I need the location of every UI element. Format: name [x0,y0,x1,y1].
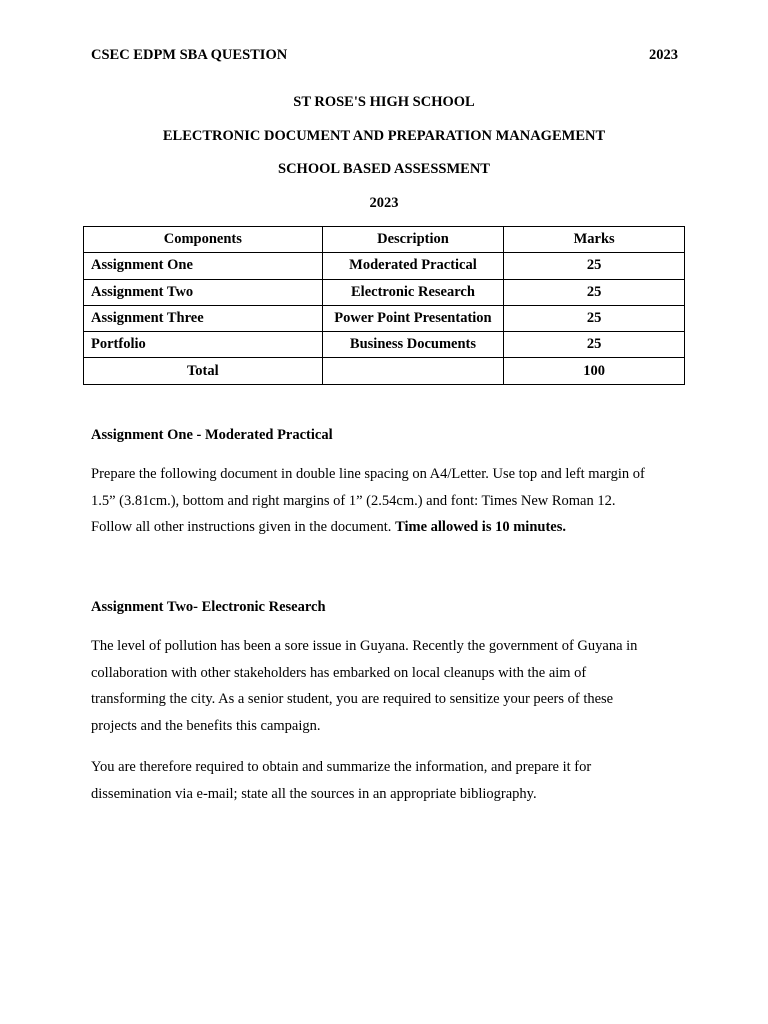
assessment-title: SCHOOL BASED ASSESSMENT [278,161,490,177]
marks-cell: 25 [504,305,685,331]
paragraph-line: The level of pollution has been a sore issue in Guyana. Recently the government of Guyana in [91,638,638,654]
subject-title: ELECTRONIC DOCUMENT AND PREPARATION MANAGEMENT [162,128,606,144]
description-cell: Business Documents [322,332,504,358]
table-row [84,279,685,305]
paragraph-line: Prepare the following document in double line spacing on A4/Letter. Use top and left margin of [91,466,645,482]
assignment-two-heading: Assignment Two- Electronic Research [91,599,326,615]
description-cell: Power Point Presentation [322,305,504,331]
table-header-row [84,227,685,253]
paragraph-line [91,514,691,541]
time-allowed-text: Time allowed is 10 minutes. [395,519,566,535]
assignment-two-paragraph-1 [91,633,691,739]
component-cell: Assignment One [84,253,323,279]
description-cell: Electronic Research [322,279,504,305]
school-name: ST ROSE'S HIGH SCHOOL [293,94,475,110]
table-row [84,253,685,279]
description-cell: Moderated Practical [322,253,504,279]
paragraph-line: transforming the city. As a senior student, you are required to sensitize your peers of these [91,691,614,707]
marks-table [83,226,685,385]
marks-cell: 25 [504,253,685,279]
assessment-year: 2023 [369,195,399,211]
page-header [91,47,678,64]
marks-cell: 25 [504,332,685,358]
table-total-row [84,358,685,384]
paragraph-line: collaboration with other stakeholders has embarked on local cleanups with the aim of [91,664,587,681]
total-marks-cell: 100 [504,358,685,384]
assignment-two-paragraph-2 [91,754,691,807]
component-cell: Portfolio [84,332,323,358]
column-header: Description [322,227,504,253]
total-label-cell: Total [84,358,323,384]
total-description-cell [322,358,504,384]
paragraph-line: dissemination via e-mail; state all the sources in an appropriate bibliography. [91,785,537,802]
paragraph-line: 1.5” (3.81cm.), bottom and right margins of 1” (2.54cm.) and font: Times New Roman 12. [91,492,616,509]
header-title: CSEC EDPM SBA QUESTION [91,47,288,63]
paragraph-line: You are therefore required to obtain and summarize the information, and prepare it for [91,759,592,775]
column-header: Components [84,227,323,253]
header-year: 2023 [649,47,678,63]
column-header: Marks [504,227,685,253]
assignment-one-heading: Assignment One - Moderated Practical [91,427,333,443]
assignment-one-instructions [91,461,691,541]
marks-cell: 25 [504,279,685,305]
instruction-text: Follow all other instructions given in the document. [91,519,396,535]
component-cell: Assignment Three [84,305,323,331]
table-row [84,305,685,331]
paragraph-line: projects and the benefits this campaign. [91,717,321,734]
component-cell: Assignment Two [84,279,323,305]
table-row [84,332,685,358]
